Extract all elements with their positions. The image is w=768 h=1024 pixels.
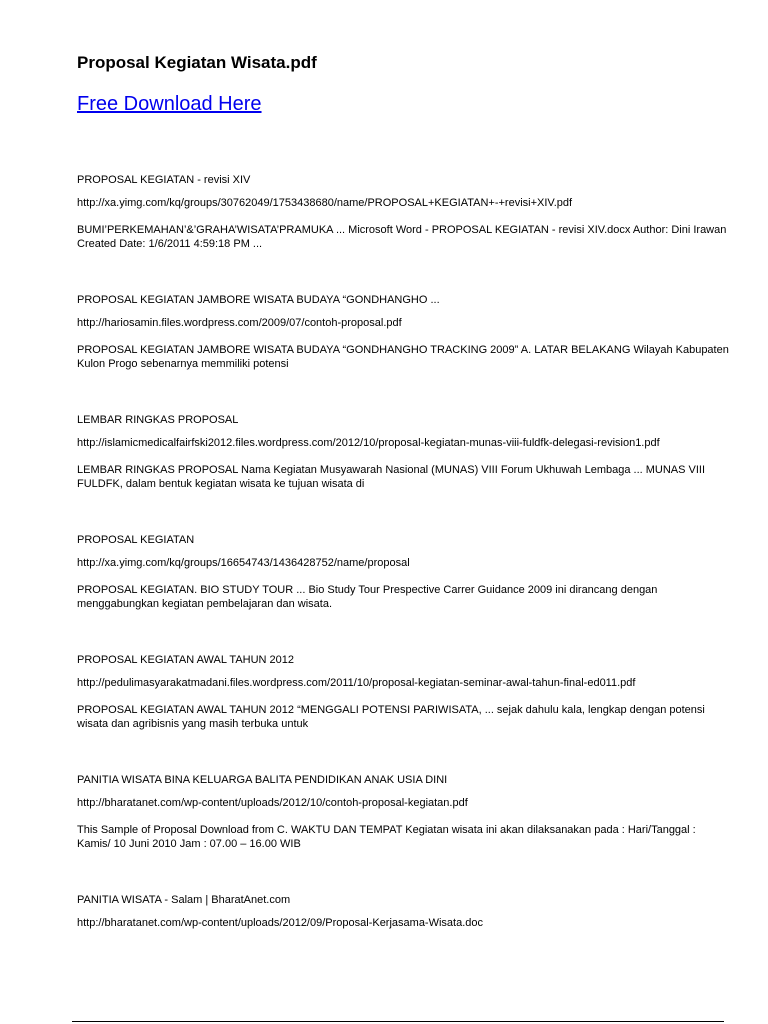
result-snippet: PROPOSAL KEGIATAN JAMBORE WISATA BUDAYA “GONDHANGHO TRACKING 2009” A. LATAR BELAKANG Wilayah Kabupaten Kulon Progo sebenarnya memmiliki potensi <box>77 344 729 370</box>
result-item <box>77 413 732 491</box>
result-url-link[interactable]: http://bharatanet.com/wp-content/uploads/2012/10/contoh-proposal-kegiatan.pdf <box>77 797 468 809</box>
result-title: PROPOSAL KEGIATAN JAMBORE WISATA BUDAYA “GONDHANGHO ... <box>77 294 440 306</box>
result-url-link[interactable]: http://xa.yimg.com/kq/groups/16654743/1436428752/name/proposal <box>77 557 410 569</box>
result-item <box>77 773 732 851</box>
result-title: PROPOSAL KEGIATAN AWAL TAHUN 2012 <box>77 654 295 666</box>
result-title: PANITIA WISATA BINA KELUARGA BALITA PENDIDIKAN ANAK USIA DINI <box>77 774 448 786</box>
document-title: Proposal Kegiatan Wisata.pdf <box>77 53 317 72</box>
result-title: PROPOSAL KEGIATAN <box>77 534 195 546</box>
result-item <box>77 173 732 251</box>
result-item <box>77 533 732 611</box>
free-download-link[interactable]: Free Download Here <box>77 93 262 115</box>
result-title: LEMBAR RINGKAS PROPOSAL <box>77 414 239 426</box>
result-snippet: LEMBAR RINGKAS PROPOSAL Nama Kegiatan Musyawarah Nasional (MUNAS) VIII Forum Ukhuwah Lembaga ... MUNAS VIII FULDFK, dalam bentuk kegiatan wisata ke tujuan wisata di <box>77 464 706 490</box>
footer-divider <box>72 1021 724 1022</box>
result-snippet: BUMI’PERKEMAHAN’&’GRAHA’WISATA’PRAMUKA ... Microsoft Word - PROPOSAL KEGIATAN - revisi XIV.docx Author: Dini Irawan Created Date: 1/6/2011 4:59:18 PM ... <box>77 224 727 250</box>
result-snippet: PROPOSAL KEGIATAN. BIO STUDY TOUR ... Bio Study Tour Prespective Carrer Guidance 2009 ini dirancang dengan menggabungkan kegiatan pembelajaran dan wisata. <box>77 584 658 610</box>
document-page <box>77 52 732 972</box>
result-item <box>77 893 732 930</box>
result-url-link[interactable]: http://pedulimasyarakatmadani.files.wordpress.com/2011/10/proposal-kegiatan-seminar-awal-tahun-final-ed011.pdf <box>77 677 636 689</box>
result-title: PROPOSAL KEGIATAN - revisi XIV <box>77 174 251 186</box>
result-snippet: This Sample of Proposal Download from C. WAKTU DAN TEMPAT Kegiatan wisata ini akan dilaksanakan pada : Hari/Tanggal : Kamis/ 10 Juni 2010 Jam : 07.00 – 16.00 WIB <box>77 824 696 850</box>
result-item <box>77 293 732 371</box>
search-results-list <box>77 173 732 930</box>
result-item <box>77 653 732 731</box>
result-url-link[interactable]: http://islamicmedicalfairfski2012.files.wordpress.com/2012/10/proposal-kegiatan-munas-viii-fuldfk-delegasi-revision1.pdf <box>77 437 660 449</box>
result-url-link[interactable]: http://hariosamin.files.wordpress.com/2009/07/contoh-proposal.pdf <box>77 317 402 329</box>
result-snippet: PROPOSAL KEGIATAN AWAL TAHUN 2012 “MENGGALI POTENSI PARIWISATA, ... sejak dahulu kala, lengkap dengan potensi wisata dan agribisnis yang masih terbuka untuk <box>77 704 705 730</box>
result-title: PANITIA WISATA - Salam | BharatAnet.com <box>77 894 291 906</box>
result-url-link[interactable]: http://bharatanet.com/wp-content/uploads/2012/09/Proposal-Kerjasama-Wisata.doc <box>77 917 484 929</box>
result-url-link[interactable]: http://xa.yimg.com/kq/groups/30762049/1753438680/name/PROPOSAL+KEGIATAN+-+revisi+XIV.pdf <box>77 197 573 209</box>
